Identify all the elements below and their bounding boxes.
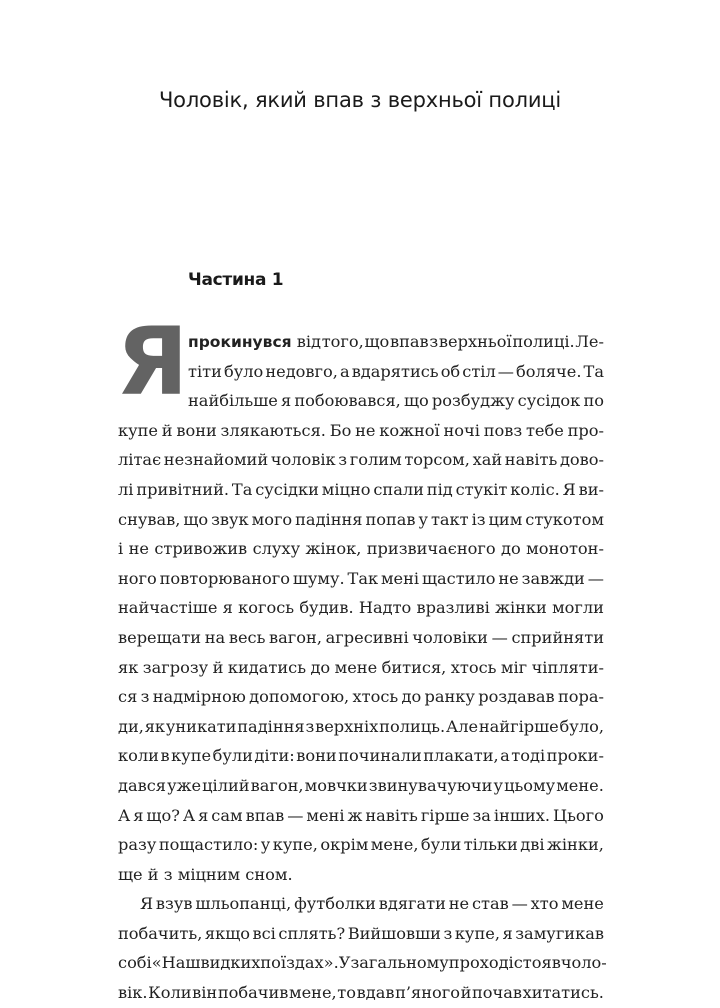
chapter-title: Чоловік, який впав з верхньої полиці: [158, 88, 561, 112]
text-line: ного повторюваного шуму. Так мені щастило не завжди —: [118, 568, 604, 588]
text-line: лі привітний. Та сусідки міцно спали під стукіт коліс. Я ви-: [118, 479, 604, 499]
text-line: верещати на весь вагон, агресивні чоловіки — сприйняти: [118, 627, 604, 647]
text-line: ще й з міцним сном.: [118, 864, 293, 884]
text-line: ся з надмірною допомогою, хтось до ранку роздавав пора-: [118, 687, 604, 707]
text-line: найбільше я побоювався, що розбуджу сусідок по: [188, 391, 604, 411]
text-line: вік. Коли він побачив мене, то вдав п’яного й почав хитатись.: [118, 983, 604, 1003]
text-line: літає незнайомий чоловік з голим торсом, хай навіть дово-: [118, 450, 604, 470]
text-line: коли в купе були діти: вони починали плакати, а тоді проки-: [118, 746, 604, 766]
text-line: снував, що звук мого падіння попав у такт із цим стукотом: [118, 509, 604, 529]
text-line: купе й вони злякаються. Бо не кожної ночі повз тебе про-: [118, 420, 604, 440]
text-line: собі «На швидких поїздах». У загальному проході стояв чоло-: [118, 953, 607, 973]
text-line: найчастіше я когось будив. Надто вразливі жінки могли: [118, 598, 604, 618]
drop-cap: Я: [116, 308, 189, 417]
text-line: тіти було недовго, а вдарятись об стіл — боляче. Та: [188, 361, 604, 381]
text-line: Я взув шльопанці, футболки вдягати не став — хто мене: [140, 894, 604, 914]
text-line: дався уже цілий вагон, мовчки звинувачуючи у цьому мене.: [118, 775, 604, 795]
lead-word: прокинувся: [188, 333, 292, 351]
text-line: разу пощастило: у купе, окрім мене, були тільки дві жінки,: [118, 835, 604, 855]
text-line: прокинувся від того, що впав з верхньої полиці. Ле-: [188, 332, 604, 351]
text-line: як загрозу й кидатись до мене битися, хтось міг чіпляти-: [118, 657, 604, 677]
body-text: [118, 327, 607, 1008]
text-line: ди, як уникати падіння з верхніх полиць. Але найгірше було,: [118, 716, 604, 736]
text-line: і не стривожив слуху жінок, призвичаєного до монотон-: [118, 539, 604, 559]
text-line: побачить, якщо всі сплять? Вийшовши з купе, я замугикав: [118, 923, 604, 943]
part-title: Частина 1: [188, 270, 284, 290]
text-line: А я що? А я сам впав — мені ж навіть гірше за інших. Цього: [118, 805, 604, 825]
